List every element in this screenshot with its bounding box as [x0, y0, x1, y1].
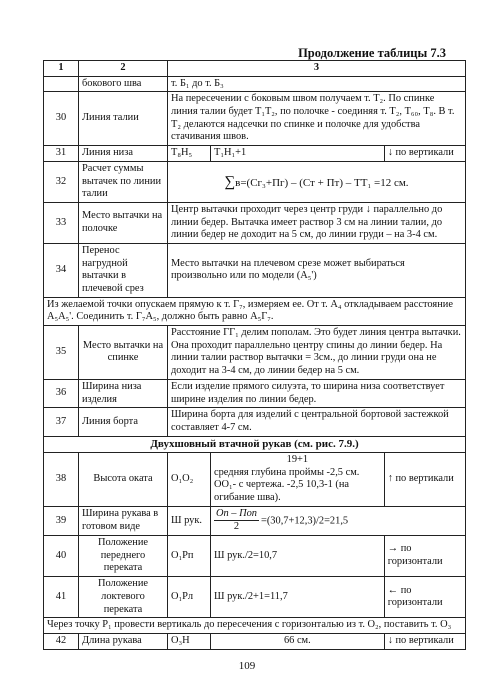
- table-row: [44, 536, 466, 577]
- row-number: 34: [44, 243, 79, 297]
- row-name: Перенос нагрудной вытачки в плечевой срез: [79, 243, 168, 297]
- row-number: 31: [44, 146, 79, 162]
- note-text: Через точку Р₁ провести вертикаль до пересечения с горизонталью из т. О₂, поставить т. О₃: [44, 618, 466, 634]
- row-description: На пересечении с боковым швом получаем т. Т₂. По спинке линия талии будет Т₁Т₂, по полочке - соединяя т. Т₂, Т₆₀, Т₈. В т. Т₂ делаются надсечки по спинке и полочке для удобства стачивания швов.: [168, 92, 466, 146]
- row-name: Линия низа: [79, 146, 168, 162]
- row-number: 37: [44, 408, 79, 436]
- row-formula: Ш рук./2=10,7: [211, 536, 385, 577]
- row-name: Длина рукава: [79, 633, 168, 649]
- row-name: бокового шва: [79, 76, 168, 92]
- row-name: Положение переднего переката: [79, 536, 168, 577]
- table-row: [44, 202, 466, 243]
- page-number: 109: [238, 660, 256, 672]
- row-formula: [168, 161, 466, 202]
- table-row: [44, 452, 466, 506]
- row-name: Положение локтевого переката: [79, 577, 168, 618]
- table-row: [44, 633, 466, 649]
- row-formula: Т₁Н₁+1: [211, 146, 385, 162]
- row-direction: ↑ по вертикали: [384, 452, 465, 506]
- formula-text: средняя глубина проймы -2,5 см. ОО₁- с чертежа. -2,5 10,3-1 (на огибание шва).: [214, 466, 360, 504]
- row-description: т. Б₁ до т. Б₃: [168, 76, 466, 92]
- table-row: [44, 506, 466, 535]
- row-number: 42: [44, 633, 79, 649]
- row-direction: ↓ по вертикали: [384, 633, 465, 649]
- table-row: [44, 408, 466, 436]
- row-description: Центр вытачки проходит через центр груди ↓ параллельно до линии бедер. Вытачка имеет раствор 3 см на линии талии, до линии бедер не доходит на 5 см, до линии груди – на 3-4 см.: [168, 202, 466, 243]
- row-symbol: О₁Рп: [168, 536, 211, 577]
- row-number: 38: [44, 452, 79, 506]
- row-number: [44, 76, 79, 92]
- note-row: [44, 297, 466, 325]
- row-description: Ширина борта для изделий с центральной бортовой застежкой составляет 4-7 см.: [168, 408, 466, 436]
- row-direction: ↓ по вертикали: [384, 146, 465, 162]
- formula-text: в=(Сг₃+Пг) – (Ст + Пт) – ТТ₁ =12 см.: [235, 176, 409, 189]
- table-row: [44, 243, 466, 297]
- formula-top: 19+1: [286, 453, 309, 465]
- table-header: [44, 61, 466, 77]
- section-header-row: [44, 436, 466, 452]
- formula-text: =(30,7+12,3)/2=21,5: [260, 515, 349, 527]
- page-title: Продолжение таблицы 7.3: [298, 46, 446, 60]
- row-formula: 66 см.: [211, 633, 385, 649]
- fraction: [214, 508, 259, 534]
- row-formula: [211, 452, 385, 506]
- col-header-1: 1: [44, 61, 79, 77]
- row-description: Если изделие прямого силуэта, то ширина низа соответствует ширине изделия по линии бедер.: [168, 379, 466, 407]
- row-description: Расстояние ГГ₁ делим пополам. Это будет линия центра вытачки. Она проходит параллельно центру спины до линии бедер. На линии талии раствор вытачки = 3см., до линии груди она не доходит на 3-4 см, до линии бедер на 5 см.: [168, 326, 466, 380]
- table-row: [44, 76, 466, 92]
- col-header-3: 3: [168, 61, 466, 77]
- row-number: 36: [44, 379, 79, 407]
- table-row: [44, 92, 466, 146]
- row-name: Расчет суммы вытачек по линии талии: [79, 161, 168, 202]
- construction-table: [43, 60, 466, 650]
- fraction-numerator: Оп – Поп: [214, 508, 259, 522]
- row-name: Место вытачки на полочке: [79, 202, 168, 243]
- row-symbol: О₁Рл: [168, 577, 211, 618]
- row-symbol: Т₈Н₅: [168, 146, 211, 162]
- row-direction: → по горизонтали: [384, 536, 465, 577]
- row-number: 41: [44, 577, 79, 618]
- row-name: Линия борта: [79, 408, 168, 436]
- row-description: Место вытачки на плечевом срезе может выбираться произвольно или по модели (А₅'): [168, 243, 466, 297]
- fraction-denominator: 2: [233, 521, 240, 533]
- row-number: 35: [44, 326, 79, 380]
- row-number: 33: [44, 202, 79, 243]
- table-row: [44, 326, 466, 380]
- row-name: Ширина рукава в готовом виде: [79, 506, 168, 535]
- section-title: Двухшовный втачной рукав (см. рис. 7.9.): [44, 436, 466, 452]
- row-symbol: О₁О₂: [168, 452, 211, 506]
- row-symbol: Ш рук.: [168, 506, 211, 535]
- row-name: Линия талии: [79, 92, 168, 146]
- row-number: 39: [44, 506, 79, 535]
- table-row: [44, 161, 466, 202]
- row-name: Высота оката: [79, 452, 168, 506]
- note-text: Из желаемой точки опускаем прямую к т. Г₇, измеряем ее. От т. А₄ откладываем расстояние А₅А₅'. Соединить т. Г₇А₅, должно быть равно А₅Г₇.: [44, 297, 466, 325]
- col-header-2: 2: [79, 61, 168, 77]
- row-formula: Ш рук./2+1=11,7: [211, 577, 385, 618]
- note-row: [44, 618, 466, 634]
- row-name: Ширина низа изделия: [79, 379, 168, 407]
- table-row: [44, 577, 466, 618]
- row-number: 32: [44, 161, 79, 202]
- row-direction: ← по горизонтали: [384, 577, 465, 618]
- row-number: 40: [44, 536, 79, 577]
- row-number: 30: [44, 92, 79, 146]
- table-row: [44, 146, 466, 162]
- sigma-symbol: ∑: [224, 173, 236, 190]
- row-symbol: О₃Н: [168, 633, 211, 649]
- table-row: [44, 379, 466, 407]
- row-name: Место вытачки на спинке: [79, 326, 168, 380]
- row-formula: [211, 506, 466, 535]
